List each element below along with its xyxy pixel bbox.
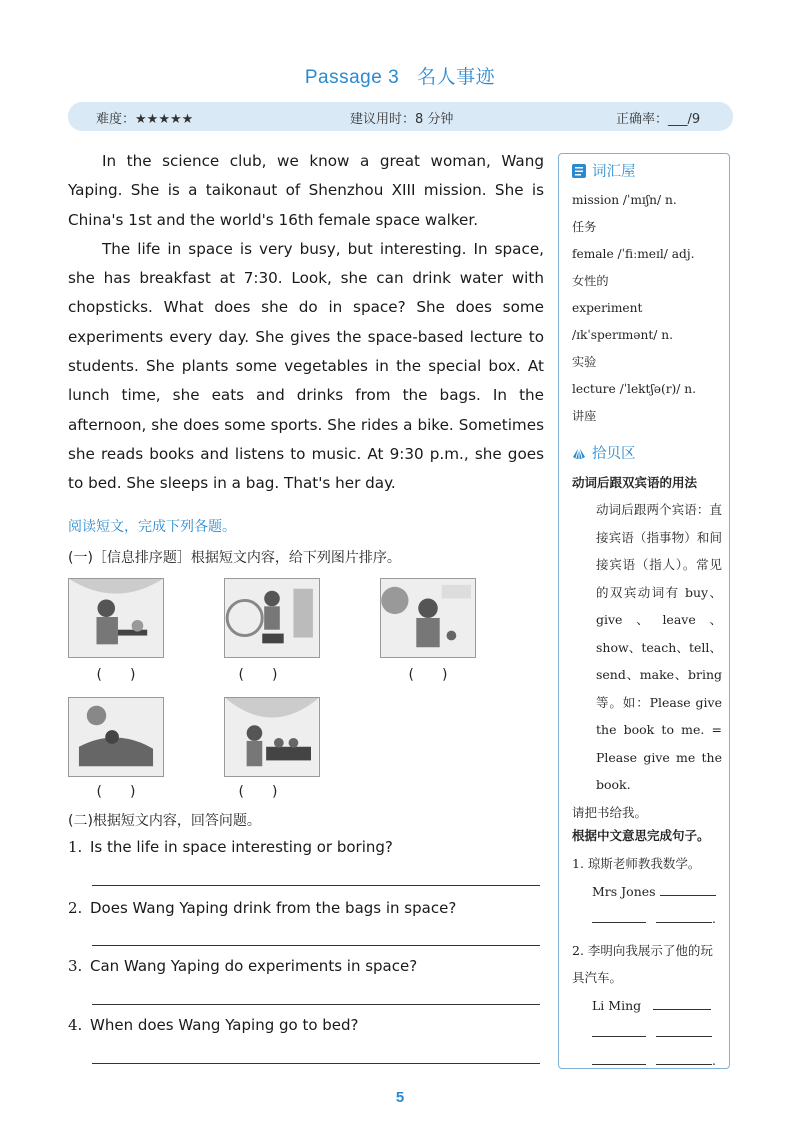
answer-line-3[interactable] bbox=[92, 1004, 540, 1005]
astronaut-sleeping-icon bbox=[68, 697, 164, 777]
astronaut-eating-icon bbox=[68, 578, 164, 658]
question-3: 3. Can Wang Yaping do experiments in space? bbox=[68, 957, 418, 975]
question-4: 4. When does Wang Yaping go to bed? bbox=[68, 1016, 359, 1034]
order-answer-box[interactable]: ( ) bbox=[96, 784, 136, 800]
order-answer-box[interactable]: ( ) bbox=[238, 784, 278, 800]
answer-line-4[interactable] bbox=[92, 1063, 540, 1064]
vocab-list bbox=[572, 187, 722, 430]
answer-blank[interactable] bbox=[660, 895, 716, 896]
difficulty-stars: ★★★★★ bbox=[135, 112, 194, 127]
paragraph: The life in space is very busy, but interesting. In space, she has breakfast at 7:30. Look, she can drink water with chopsticks. What does she do in space? She does some experiments every day. She gives the space-based lecture to students. She plants some vegetables in the special box. At lunch time, she eats and drinks from the bags. In the afternoon, she does some sports. She rides a bike. Sometimes she reads books and listens to music. At 9:30 p.m., she goes to bed. She sleeps in a bag. That's her day. bbox=[68, 239, 544, 493]
astronaut-planting-icon bbox=[224, 697, 320, 777]
exercise-1-answer: Mrs Jones bbox=[572, 878, 724, 906]
sidebar-panel bbox=[558, 153, 730, 1069]
order-answer-box[interactable]: ( ) bbox=[238, 667, 278, 683]
passage-text bbox=[68, 147, 544, 499]
answer-blank[interactable] bbox=[653, 1009, 711, 1010]
exercise-title: 根据中文意思完成句子。 bbox=[572, 828, 710, 843]
reading-instruction: 阅读短文，完成下列各题。 bbox=[68, 519, 236, 535]
part1-heading: (一)［信息排序题］根据短文内容，给下列图片排序。 bbox=[68, 550, 401, 566]
answer-blank[interactable] bbox=[592, 922, 646, 923]
tips-heading: 拾贝区 bbox=[571, 442, 636, 463]
answer-blank[interactable] bbox=[656, 922, 712, 923]
grammar-translation: 请把书给我。 bbox=[572, 804, 648, 820]
passage-topic: 名人事迹 bbox=[417, 66, 496, 88]
answer-blank[interactable] bbox=[592, 1036, 646, 1037]
exercise-2-answer: Li Ming bbox=[572, 992, 724, 1020]
book-icon bbox=[571, 163, 587, 179]
question-2: 2. Does Wang Yaping drink from the bags in space? bbox=[68, 899, 457, 917]
exercise-1-answer-cont: . bbox=[572, 905, 724, 933]
info-bar bbox=[68, 102, 733, 131]
vocab-meaning: 任务 bbox=[572, 220, 597, 234]
astronaut-lecture-icon bbox=[380, 578, 476, 658]
paragraph: In the science club, we know a great woman, Wang Yaping. She is a taikonaut of Shenzhou XIII mission. She is China's 1st and the world's 16th female space walker. bbox=[68, 152, 544, 229]
answer-blank[interactable] bbox=[592, 1064, 646, 1065]
astronaut-cycling-icon bbox=[224, 578, 320, 658]
exercise-2-answer-end: . bbox=[572, 1047, 724, 1075]
order-answer-box[interactable]: ( ) bbox=[96, 667, 136, 683]
answer-blank[interactable] bbox=[656, 1064, 712, 1065]
exercise-1-prompt: 1. 琼斯老师教我数学。 bbox=[572, 856, 701, 871]
accuracy-rate: 正确率：___/9 bbox=[616, 112, 701, 127]
vocab-entry: experiment bbox=[572, 301, 643, 315]
vocab-entry: /ɪkˈsperɪmənt/ n. bbox=[572, 328, 673, 342]
passage-number: Passage 3 bbox=[304, 67, 400, 88]
vocab-meaning: 讲座 bbox=[572, 409, 597, 423]
difficulty: 难度：★★★★★ bbox=[96, 112, 194, 127]
shell-icon bbox=[571, 445, 587, 461]
vocab-heading: 词汇屋 bbox=[571, 160, 636, 181]
vocab-meaning: 女性的 bbox=[572, 274, 609, 288]
vocab-meaning: 实验 bbox=[572, 355, 597, 369]
part2-heading: (二)根据短文内容，回答问题。 bbox=[68, 813, 261, 829]
exercise-2-answer-cont bbox=[572, 1019, 724, 1047]
question-1: 1. Is the life in space interesting or boring? bbox=[68, 838, 393, 856]
order-answer-box[interactable]: ( ) bbox=[408, 667, 448, 683]
vocab-entry: lecture /ˈlektʃə(r)/ n. bbox=[572, 382, 697, 396]
answer-blank[interactable] bbox=[656, 1036, 712, 1037]
exercise-2-prompt: 2. 李明向我展示了他的玩具汽车。 bbox=[572, 942, 713, 985]
page-title bbox=[0, 62, 800, 89]
suggested-time: 建议用时：8 分钟 bbox=[350, 112, 454, 127]
answer-line-1[interactable] bbox=[92, 885, 540, 886]
grammar-explanation: 动词后跟两个宾语：直接宾语（指事物）和间接宾语（指人）。常见的双宾动词有 buy、give、leave、show、teach、tell、send、make、bring 等。如：Please give the book to me. = Please give me the book. 请把书给我。 bbox=[572, 496, 722, 826]
page-number: 5 bbox=[395, 1089, 405, 1106]
grammar-title: 动词后跟双宾语的用法 bbox=[572, 475, 698, 490]
vocab-entry: mission /ˈmɪʃn/ n. bbox=[572, 193, 677, 207]
vocab-entry: female /ˈfiːmeɪl/ adj. bbox=[572, 247, 695, 261]
answer-line-2[interactable] bbox=[92, 945, 540, 946]
exercise-list bbox=[572, 850, 724, 1074]
